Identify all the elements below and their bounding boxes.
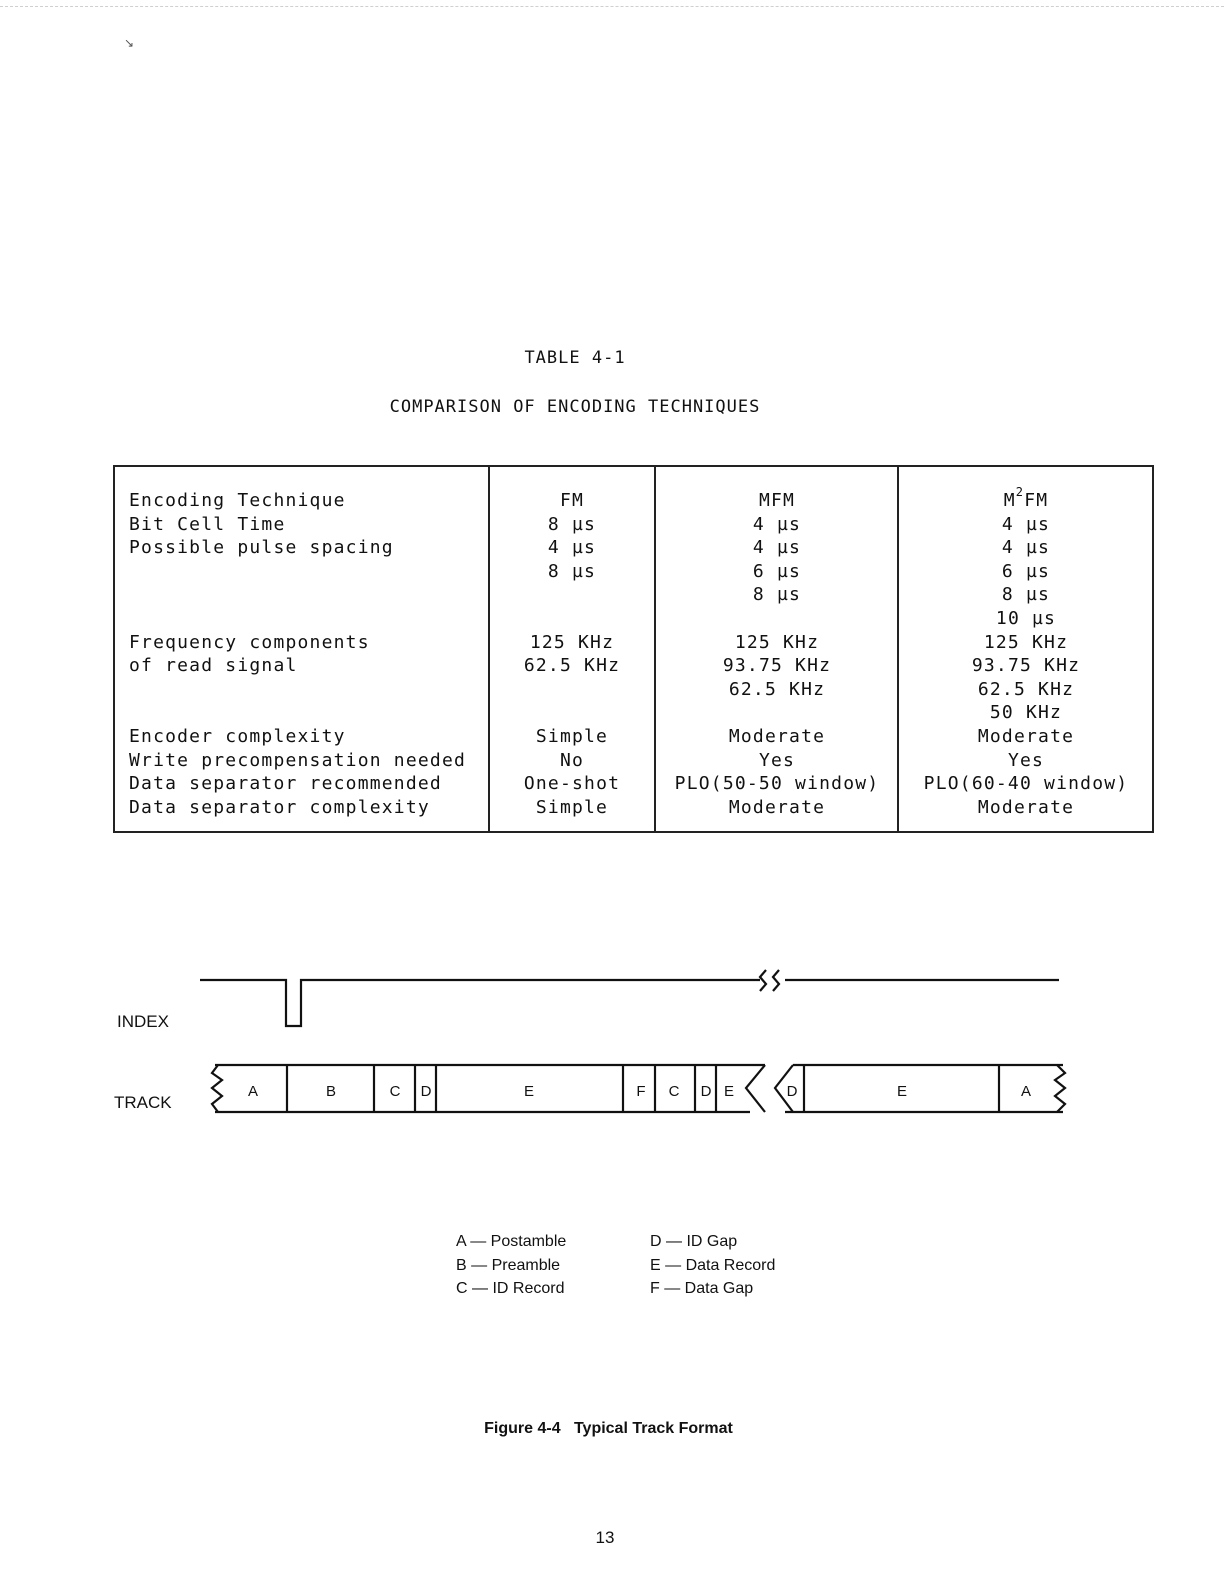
m2fm-header-superscript: 2 bbox=[1015, 485, 1025, 499]
table-caption: COMPARISON OF ENCODING TECHNIQUES bbox=[389, 397, 761, 417]
table-cell: 125 KHz bbox=[983, 631, 1069, 653]
legend-item: D — ID Gap bbox=[650, 1233, 738, 1250]
legend-item: F — Data Gap bbox=[650, 1280, 754, 1297]
index-break-mark-2 bbox=[773, 970, 779, 991]
table-cell: 8 µs bbox=[752, 584, 802, 606]
segment-label: E bbox=[523, 1083, 535, 1100]
table-cell: 4 µs bbox=[752, 513, 802, 535]
table-cell: 93.75 KHz bbox=[722, 655, 832, 677]
segment-label: E bbox=[896, 1083, 908, 1100]
index-label: INDEX bbox=[117, 1012, 169, 1031]
table-number: TABLE 4-1 bbox=[524, 348, 626, 368]
table-cell: 10 µs bbox=[995, 607, 1057, 629]
scan-mark: ↘ bbox=[124, 36, 135, 50]
segment-label: D bbox=[700, 1083, 712, 1100]
m2fm-header-base: M bbox=[1003, 490, 1016, 511]
page-number: 13 bbox=[595, 1528, 615, 1547]
track-outline-left bbox=[215, 1065, 765, 1112]
table-cell: Simple bbox=[535, 796, 609, 818]
segment-label: C bbox=[668, 1083, 680, 1100]
track-start-zigzag bbox=[212, 1065, 222, 1112]
table-cell: of read signal bbox=[129, 655, 298, 677]
table-cell: Moderate bbox=[977, 725, 1075, 747]
table-cell: 50 KHz bbox=[989, 702, 1063, 724]
table-cell: 93.75 KHz bbox=[971, 655, 1081, 677]
legend-item: B — Preamble bbox=[456, 1256, 561, 1274]
table-cell: 8 µs bbox=[547, 560, 597, 582]
segment-label: A bbox=[247, 1083, 259, 1100]
segment-label: D bbox=[786, 1083, 798, 1100]
table-cell: PLO(60-40 window) bbox=[923, 773, 1129, 795]
table-cell: Possible pulse spacing bbox=[129, 537, 394, 559]
m2fm-header-rest: FM bbox=[1024, 490, 1049, 511]
table-cell: 6 µs bbox=[1001, 560, 1051, 582]
table-cell: Bit Cell Time bbox=[129, 513, 286, 535]
table-cell: 8 µs bbox=[1001, 584, 1051, 606]
segment-label: B bbox=[325, 1083, 337, 1100]
table-cell: Simple bbox=[535, 725, 609, 747]
table-cell: Data separator complexity bbox=[129, 796, 430, 818]
table-cell: 4 µs bbox=[1001, 537, 1051, 559]
table-cell: 125 KHz bbox=[734, 631, 820, 653]
table-cell: Data separator recommended bbox=[129, 773, 442, 795]
table-cell: 4 µs bbox=[547, 537, 597, 559]
table-cell: 4 µs bbox=[752, 537, 802, 559]
segment-label: C bbox=[389, 1083, 401, 1100]
table-cell: 4 µs bbox=[1001, 513, 1051, 535]
legend-right bbox=[650, 1230, 775, 1301]
table-cell: Yes bbox=[758, 749, 796, 771]
segment-label: D bbox=[420, 1083, 432, 1100]
segment-label: E bbox=[723, 1083, 735, 1100]
table-cell: 8 µs bbox=[547, 513, 597, 535]
table-cell: 62.5 KHz bbox=[728, 678, 826, 700]
segment-label: F bbox=[636, 1083, 646, 1100]
table-cell: 125 KHz bbox=[529, 631, 615, 653]
table-cell: No bbox=[559, 749, 585, 771]
table-cell: Moderate bbox=[728, 796, 826, 818]
table-cell: Frequency components bbox=[129, 631, 370, 653]
table-cell: One-shot bbox=[523, 773, 621, 795]
track-end-zigzag bbox=[1055, 1065, 1065, 1112]
segment-label: A bbox=[1020, 1083, 1032, 1100]
table-cell: MFM bbox=[758, 490, 796, 511]
table-cell: 6 µs bbox=[752, 560, 802, 582]
track-label: TRACK bbox=[114, 1093, 172, 1112]
legend-item: A — Postamble bbox=[456, 1233, 567, 1250]
track-break-zigzag-left bbox=[746, 1065, 765, 1112]
table-cell: FM bbox=[559, 490, 585, 511]
table-cell: Encoder complexity bbox=[129, 725, 346, 747]
legend-left bbox=[456, 1230, 566, 1301]
table-cell: 62.5 KHz bbox=[523, 655, 621, 677]
legend-item: E — Data Record bbox=[650, 1256, 776, 1274]
table-cell: Moderate bbox=[977, 796, 1075, 818]
legend-item: C — ID Record bbox=[456, 1280, 565, 1297]
table-cell: 62.5 KHz bbox=[977, 678, 1075, 700]
table-cell: Yes bbox=[1007, 749, 1045, 771]
table-cell: Write precompensation needed bbox=[129, 749, 467, 771]
index-break-mark bbox=[760, 970, 766, 991]
figure-caption: Figure 4-4 Typical Track Format bbox=[484, 1420, 733, 1437]
index-waveform bbox=[200, 980, 760, 1026]
table-cell: PLO(50-50 window) bbox=[674, 773, 880, 795]
table-cell: Encoding Technique bbox=[129, 490, 346, 511]
table-cell: Moderate bbox=[728, 725, 826, 747]
